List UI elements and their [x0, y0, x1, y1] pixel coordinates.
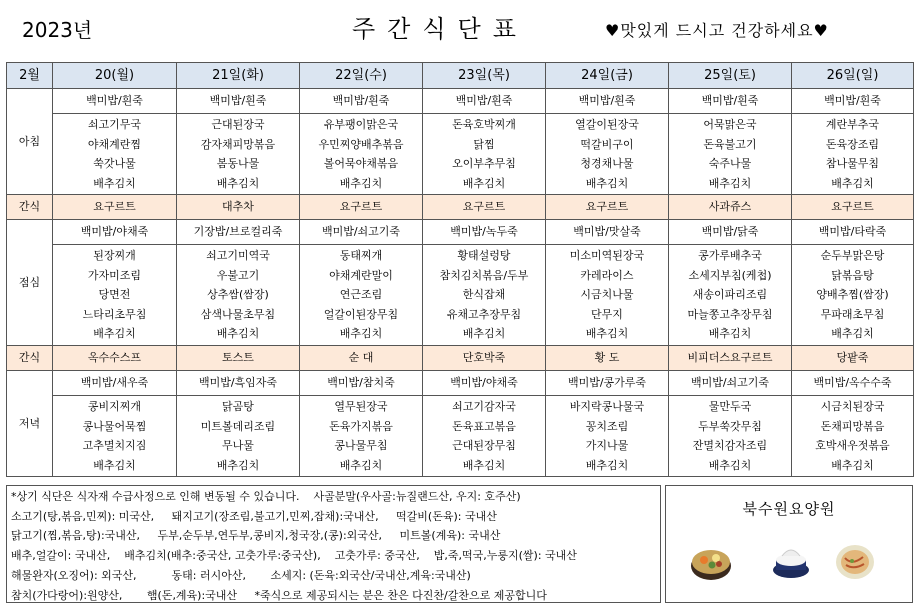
day-header: 20(월) — [53, 63, 177, 89]
breakfast-sides — [53, 114, 177, 195]
menu-item: 닭찜 — [473, 137, 495, 151]
snack-item: 비피더스요구르트 — [669, 346, 792, 371]
menu-item: 소세지부침(케첩) — [688, 268, 772, 282]
menu-item: 숙주나물 — [708, 157, 752, 170]
snack-item: 요구르트 — [53, 195, 177, 220]
menu-item: 계란부추국 — [825, 118, 880, 131]
breakfast-main: 백미밥/흰죽 — [669, 89, 792, 114]
menu-item: 배추김치 — [708, 176, 752, 190]
menu-item: 봄동나물 — [216, 157, 260, 170]
menu-item: 연근조림 — [339, 288, 383, 302]
menu-item: 배추김치 — [708, 327, 752, 341]
day-header: 21일(화) — [177, 63, 300, 89]
menu-item: 느타리초무침 — [82, 307, 147, 321]
menu-item: 쇠고기미역국 — [206, 249, 270, 263]
menu-item: 열무된장국 — [334, 400, 388, 413]
dinner-sides — [423, 396, 546, 477]
menu-item: 가지나물 — [585, 439, 629, 452]
lunch-main: 백미밥/맛살죽 — [546, 220, 669, 245]
lunch-sides — [792, 245, 914, 346]
breakfast-sides — [423, 114, 546, 195]
menu-item: 새송이파리조림 — [692, 288, 768, 302]
menu-item: 단무지 — [591, 307, 623, 321]
menu-item: 콩나물어묵찜 — [82, 419, 147, 433]
menu-item: 유채고추장무침 — [446, 307, 522, 321]
menu-item: 열갈이된장국 — [575, 118, 639, 131]
dinner-main: 백미밥/옥수수죽 — [792, 371, 914, 396]
menu-item: 물만두국 — [708, 400, 752, 413]
menu-item: 무나물 — [222, 439, 254, 452]
menu-item: 야채계란말이 — [329, 268, 393, 282]
lunch-main: 백미밥/쇠고기죽 — [300, 220, 423, 245]
snack-item: 당팥죽 — [792, 346, 914, 371]
dinner-sides — [792, 396, 914, 477]
snack-item: 순 대 — [300, 346, 423, 371]
menu-item: 시금치나물 — [580, 288, 634, 302]
menu-item: 동태찌개 — [339, 249, 383, 263]
dinner-sides — [53, 396, 177, 477]
menu-item: 삼색나물초무침 — [200, 307, 276, 321]
menu-item: 근대된장국 — [211, 118, 265, 131]
snack-item: 단호박죽 — [423, 346, 546, 371]
menu-item: 배추김치 — [462, 327, 506, 341]
dinner-main: 백미밥/참치죽 — [300, 371, 423, 396]
lunch-sides — [177, 245, 300, 346]
menu-item: 배추김치 — [216, 176, 260, 190]
lunch-sides — [546, 245, 669, 346]
menu-item: 배추김치 — [339, 327, 383, 341]
breakfast-main: 백미밥/흰죽 — [546, 89, 669, 114]
menu-item: 돈육불고기 — [703, 137, 757, 151]
menu-item: 배추김치 — [339, 458, 383, 472]
menu-item: 닭볶음탕 — [831, 268, 874, 282]
notes-text — [11, 487, 577, 605]
bibimbap-bowl-icon — [688, 540, 734, 582]
note-line: 참치(가다랑어):원양산, 햄(돈,계육):국내산 *죽식으로 제공되시는 분은 찬은 다진찬/갈찬으로 제공합니다 — [11, 588, 547, 602]
menu-item: 떡갈비구이 — [580, 137, 634, 151]
snack-item: 옥수수스프 — [53, 346, 177, 371]
menu-item: 된장찌개 — [93, 249, 136, 263]
menu-item: 유부팽이맑은국 — [323, 118, 399, 131]
menu-item: 배추김치 — [585, 458, 629, 472]
menu-item: 카레라이스 — [580, 268, 634, 282]
lunch-main: 백미밥/닭죽 — [669, 220, 792, 245]
note-line: *상기 식단은 식자재 수급사정으로 인해 변동될 수 있습니다. 사골분말(우사골:뉴질랜드산, 우지: 호주산) — [11, 490, 521, 503]
lunch-label: 점심 — [7, 220, 53, 346]
menu-item: 배추김치 — [216, 327, 260, 341]
dinner-sides — [669, 396, 792, 477]
menu-item: 순두부맑은탕 — [820, 249, 885, 263]
menu-item: 닭곰탕 — [222, 400, 254, 413]
note-line: 소고기(탕,볶음,민찌): 미국산, 돼지고기(장조림,불고기,민찌,잡채):국내산, 떡갈비(돈육): 국내산 — [11, 509, 497, 523]
breakfast-sides — [669, 114, 792, 195]
menu-item: 양배추찜(쌈장) — [816, 288, 889, 302]
dinner-main: 백미밥/쇠고기죽 — [669, 371, 792, 396]
note-line: 해물완자(오징어): 외국산, 동태: 러시아산, 소세지: (돈육:외국산/국내산,계육:국내산) — [11, 568, 471, 582]
menu-item: 콩가루배추국 — [698, 249, 762, 263]
lunch-sides — [423, 245, 546, 346]
menu-item: 미소미역된장국 — [569, 249, 645, 263]
note-line: 배추,얼갈이: 국내산, 배추김치(배추:중국산, 고춧가루:중국산), 고춧가루: 중국산, 밥,죽,떡국,누룽지(쌀): 국내산 — [11, 549, 577, 563]
menu-item: 근대된장무침 — [452, 439, 516, 452]
breakfast-sides — [546, 114, 669, 195]
breakfast-main: 백미밥/흰죽 — [792, 89, 914, 114]
menu-item: 잔멸치감자조림 — [692, 439, 768, 452]
menu-item: 쑥갓나물 — [93, 157, 136, 170]
menu-item: 가자미조림 — [87, 268, 142, 282]
dinner-main: 백미밥/콩가루죽 — [546, 371, 669, 396]
snack-item: 사과쥬스 — [669, 195, 792, 220]
menu-item: 배추김치 — [585, 176, 629, 190]
breakfast-main: 백미밥/흰죽 — [300, 89, 423, 114]
snack-item: 요구르트 — [423, 195, 546, 220]
snack1-label: 간식 — [7, 195, 53, 220]
note-line: 닭고기(찜,볶음,탕):국내산, 두부,순두부,연두부,콩비지,청국장,(콩):외국산, 미트볼(계육): 국내산 — [11, 529, 501, 543]
lunch-main: 백미밥/타락죽 — [792, 220, 914, 245]
dinner-label: 저녁 — [7, 371, 53, 477]
menu-item: 얼갈이된장무침 — [323, 307, 399, 321]
brand-box — [665, 485, 913, 603]
menu-item: 콩나물무침 — [334, 439, 388, 452]
menu-item: 배추김치 — [831, 327, 874, 341]
menu-item: 황태설렁탕 — [457, 249, 511, 263]
menu-item: 돈채피망볶음 — [820, 419, 885, 433]
snack-item: 황 도 — [546, 346, 669, 371]
menu-item: 배추김치 — [585, 327, 629, 341]
menu-item: 호박새우젓볶음 — [815, 439, 890, 452]
menu-item: 꽁치조림 — [585, 419, 629, 433]
day-header: 24일(금) — [546, 63, 669, 89]
menu-item: 배추김치 — [462, 458, 506, 472]
menu-item: 두부쑥갓무침 — [698, 419, 762, 433]
day-header: 22일(수) — [300, 63, 423, 89]
snack-item: 대추차 — [177, 195, 300, 220]
menu-item: 바지락콩나물국 — [569, 400, 645, 413]
menu-item: 우민찌양배추볶음 — [318, 137, 404, 151]
menu-item: 당면전 — [98, 288, 131, 302]
menu-item: 배추김치 — [462, 176, 506, 190]
brand-name: 북수원요양원 — [742, 500, 836, 518]
dinner-main: 백미밥/새우죽 — [53, 371, 177, 396]
menu-item: 콩비지찌개 — [87, 400, 142, 413]
menu-item: 시금치된장국 — [820, 400, 885, 413]
menu-item: 배추김치 — [216, 458, 260, 472]
breakfast-sides — [177, 114, 300, 195]
snack-item: 토스트 — [177, 346, 300, 371]
dinner-main: 백미밥/흑임자죽 — [177, 371, 300, 396]
menu-item: 청경채나물 — [580, 157, 634, 170]
menu-item: 배추김치 — [93, 458, 136, 472]
breakfast-main: 백미밥/흰죽 — [423, 89, 546, 114]
menu-item: 돈육호박찌개 — [452, 118, 516, 131]
dinner-main: 백미밥/야채죽 — [423, 371, 546, 396]
lunch-sides — [53, 245, 177, 346]
lunch-main: 백미밥/야채죽 — [53, 220, 177, 245]
day-header: 23일(목) — [423, 63, 546, 89]
rice-pot-icon — [768, 540, 814, 582]
menu-item: 볼어묵야채볶음 — [323, 157, 399, 170]
menu-item: 쇠고기무국 — [87, 118, 142, 131]
menu-item: 배추김치 — [93, 176, 136, 190]
menu-item: 돈육장조림 — [825, 137, 880, 151]
notes-box — [6, 485, 661, 603]
menu-item: 무파래초무침 — [820, 307, 885, 321]
menu-item: 오이부추무침 — [452, 157, 516, 170]
breakfast-sides — [792, 114, 914, 195]
menu-item: 배추김치 — [831, 458, 874, 472]
breakfast-main: 백미밥/흰죽 — [177, 89, 300, 114]
page-title: 주간식단표 — [352, 15, 528, 43]
snack2-label: 간식 — [7, 346, 53, 371]
menu-item: 배추김치 — [831, 176, 874, 190]
menu-item: 쇠고기감자국 — [452, 400, 516, 413]
menu-item: 야채계란찜 — [87, 137, 142, 151]
menu-item: 참치김치볶음/두부 — [439, 268, 529, 282]
dinner-sides — [177, 396, 300, 477]
menu-item: 우불고기 — [216, 268, 260, 282]
snack-item: 요구르트 — [792, 195, 914, 220]
snack-item: 요구르트 — [300, 195, 423, 220]
breakfast-main: 백미밥/흰죽 — [53, 89, 177, 114]
breakfast-sides — [300, 114, 423, 195]
menu-item: 배추김치 — [339, 176, 383, 190]
weekly-menu-table — [6, 62, 914, 477]
day-header: 25일(토) — [669, 63, 792, 89]
lunch-sides — [669, 245, 792, 346]
lunch-main: 기장밥/브로컬리죽 — [177, 220, 300, 245]
dinner-sides — [300, 396, 423, 477]
noodle-plate-icon — [832, 540, 878, 582]
day-header: 26일(일) — [792, 63, 914, 89]
menu-item: 고추멸치지짐 — [82, 439, 147, 452]
menu-item: 돈육표고볶음 — [452, 419, 516, 433]
menu-item: 어묵맑은국 — [703, 118, 757, 131]
menu-item: 미트볼데리조림 — [200, 419, 276, 433]
menu-item: 돈육가지볶음 — [329, 419, 393, 433]
breakfast-label: 아침 — [7, 89, 53, 195]
menu-item: 배추김치 — [708, 458, 752, 472]
slogan: ♥맛있게 드시고 건강하세요♥ — [605, 21, 829, 40]
menu-item: 상추쌈(쌈장) — [207, 288, 269, 302]
lunch-sides — [300, 245, 423, 346]
year-label: 2023년 — [22, 18, 93, 42]
dinner-sides — [546, 396, 669, 477]
snack-item: 요구르트 — [546, 195, 669, 220]
month-cell: 2월 — [7, 63, 53, 89]
menu-item: 참나물무침 — [825, 157, 880, 170]
menu-item: 감자채피망볶음 — [200, 137, 276, 151]
lunch-main: 백미밥/녹두죽 — [423, 220, 546, 245]
menu-item: 한식잡채 — [462, 288, 506, 302]
menu-item: 마늘쫑고추장무침 — [687, 307, 773, 321]
menu-item: 배추김치 — [93, 327, 136, 341]
